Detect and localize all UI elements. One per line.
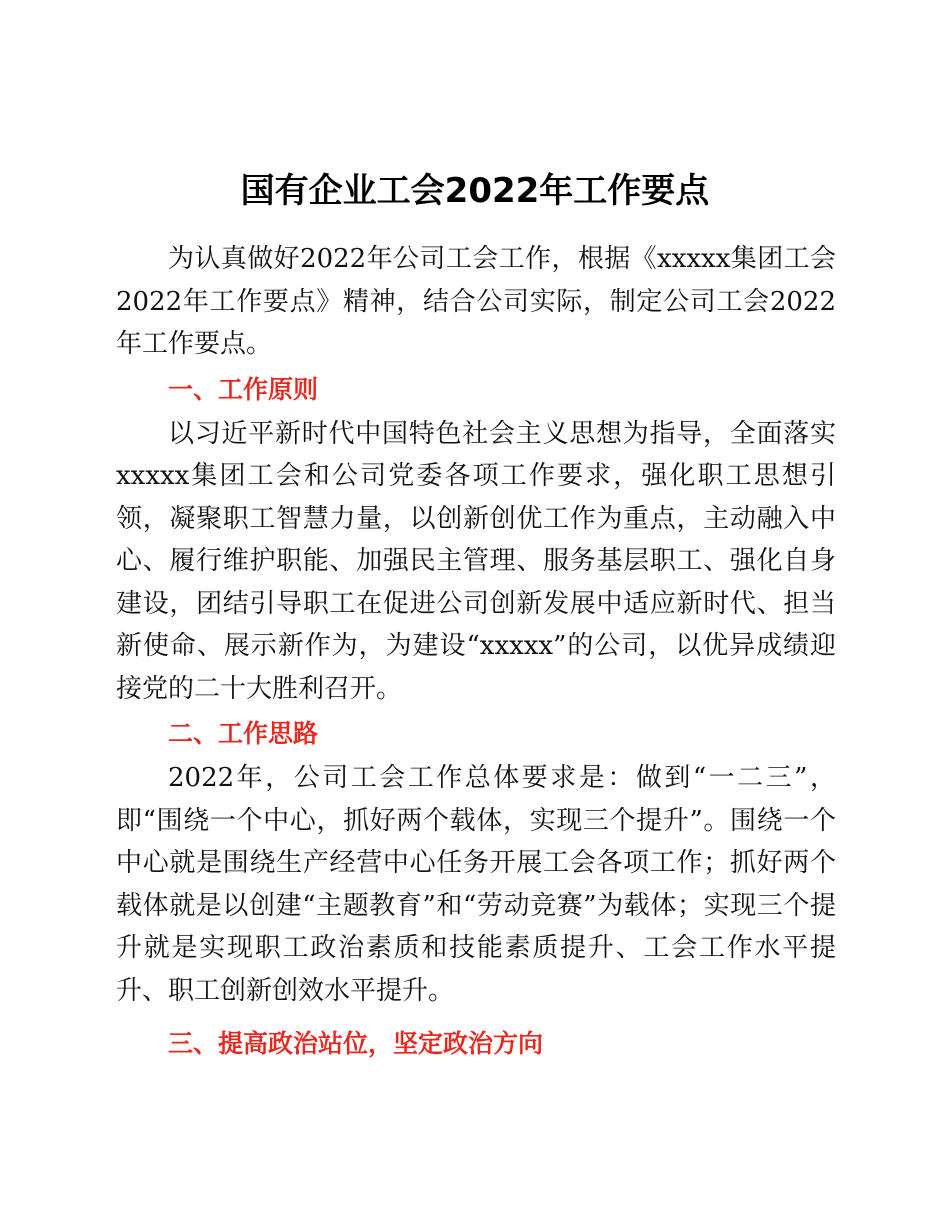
document-title: 国有企业工会2022年工作要点 (240, 171, 710, 211)
section-paragraph-approach: 2022年，公司工会工作总体要求是：做到“一二三”，即“围绕一个中心，抓好两个载体，实现三个提升”。围绕一个中心就是围绕生产经营中心任务开展工会各项工作；抓好两个载体就是以创建“主题教育”和“劳动竞赛”为载体；实现三个提升就是实现职工政治素质和技能素质提升、工会工作水平提升、职工创新创效水平提升。 (116, 763, 836, 1006)
document-body (116, 238, 836, 1067)
section-heading-principles: 一、工作原则 (168, 374, 319, 404)
intro-paragraph: 为认真做好2022年公司工会工作，根据《xxxxx集团工会2022年工作要点》精神，结合公司实际，制定公司工会2022年工作要点。 (116, 244, 836, 359)
section-heading-political-stance: 三、提高政治站位，坚定政治方向 (168, 1029, 544, 1058)
section-paragraph-principles: 以习近平新时代中国特色社会主义思想为指导，全面落实xxxxx集团工会和公司党委各项工作要求，强化职工思想引领，凝聚职工智慧力量，以创新创优工作为重点，主动融入中心、履行维护职能、加强民主管理、服务基层职工、强化自身建设，团结引导职工在促进公司创新发展中适应新时代、担当新使命、展示新作为，为建设“xxxxx”的公司，以优异成绩迎接党的二十大胜利召开。 (116, 418, 836, 704)
section-heading-approach: 二、工作思路 (168, 719, 319, 748)
